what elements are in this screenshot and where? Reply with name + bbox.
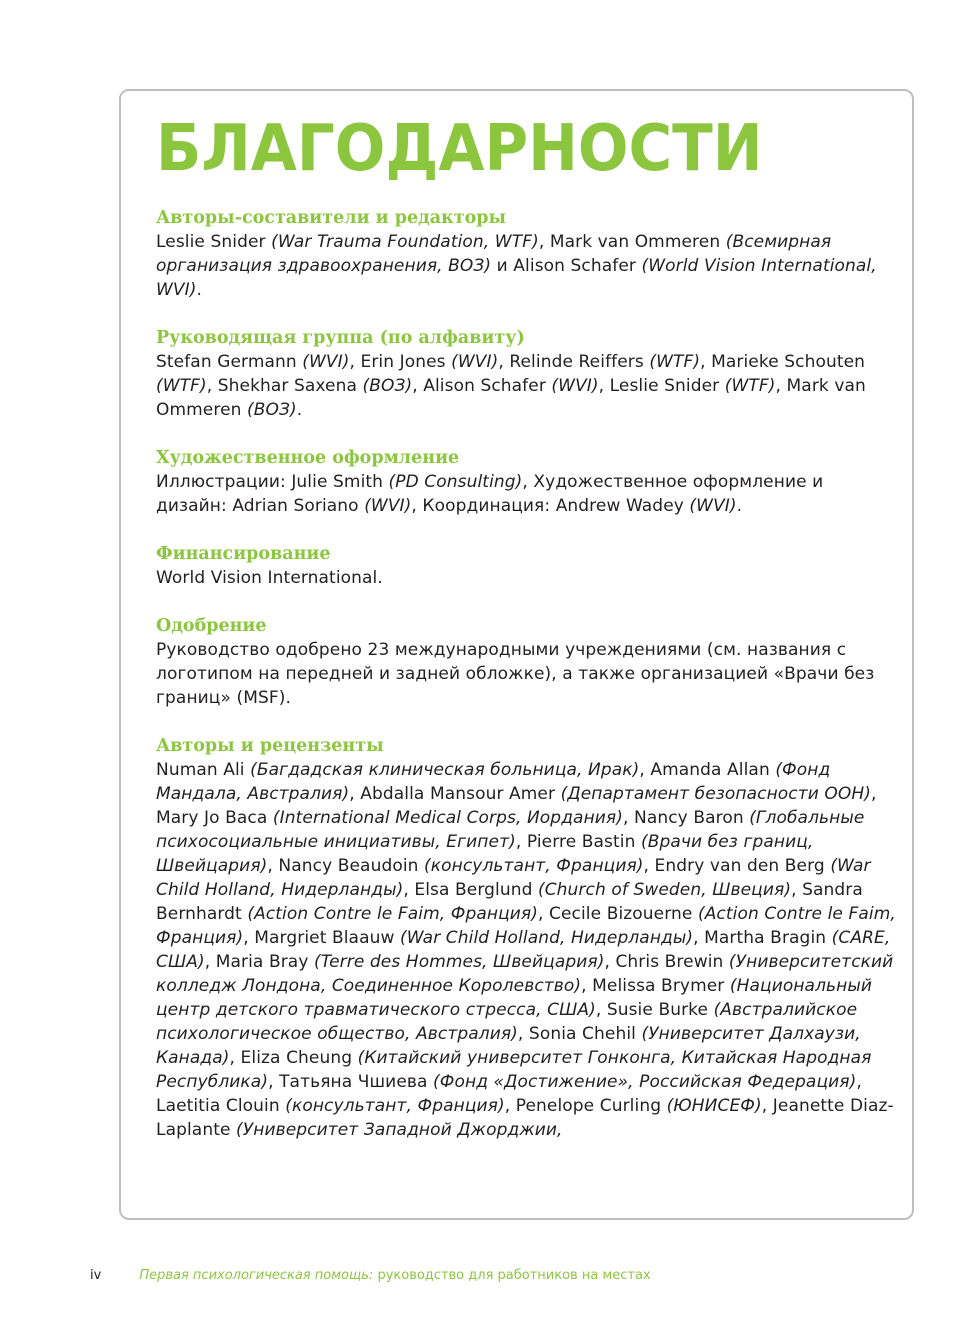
organization-text: (PD Consulting) bbox=[388, 472, 523, 492]
section-funding bbox=[156, 542, 896, 590]
organization-text: (WVI) bbox=[302, 352, 350, 372]
organization-text: (консультант, Франция) bbox=[424, 856, 644, 876]
organization-text: (WTF) bbox=[156, 376, 207, 396]
body-text: , Cecile Bizouerne bbox=[538, 904, 698, 924]
organization-text: (WTF) bbox=[649, 352, 701, 372]
body-text: , Sandra Bernhardt bbox=[156, 880, 863, 924]
organization-text: (Фонд «Достижение», Российская Федерация) bbox=[433, 1072, 857, 1092]
organization-text: (Университет Западной Джорджии, bbox=[236, 1120, 563, 1140]
organization-text: (Китайский университет Гонконга, Китайская Народная Республика) bbox=[156, 1048, 872, 1092]
organization-text: (War Child Holland, Нидерланды) bbox=[156, 856, 871, 900]
footer-title-italic: Первая психологическая помощь: bbox=[139, 1268, 374, 1283]
body-text: , Координация: Andrew Wadey bbox=[411, 496, 690, 516]
body-text: , Marieke Schouten bbox=[700, 352, 866, 372]
body-text: . bbox=[736, 496, 743, 516]
body-text: , Relinde Reiffers bbox=[498, 352, 650, 372]
organization-text: (CARE, США) bbox=[156, 928, 891, 972]
section-authors-reviewers bbox=[156, 734, 896, 1142]
body-text: Leslie Snider bbox=[156, 232, 272, 252]
body-text: , Shekhar Saxena bbox=[206, 376, 363, 396]
section-heading: Художественное оформление bbox=[156, 448, 460, 468]
organization-text: (Австралийское психологическое общество, Австралия) bbox=[156, 1000, 858, 1044]
organization-text: (ВОЗ) bbox=[247, 400, 297, 420]
body-text: , Mark van Ommeren bbox=[156, 376, 866, 420]
section-heading: Руководящая группа (по алфавиту) bbox=[156, 328, 525, 348]
body-text: , Erin Jones bbox=[349, 352, 452, 372]
organization-text: (WTF) bbox=[724, 376, 776, 396]
body-text: . bbox=[196, 280, 203, 300]
body-text: , Mary Jo Baca bbox=[156, 784, 877, 828]
body-text: , Margriet Blaauw bbox=[243, 928, 400, 948]
organization-text: (WVI) bbox=[364, 496, 412, 516]
body-text: , Endry van den Berg bbox=[643, 856, 831, 876]
organization-text: (ЮНИСЕФ) bbox=[666, 1096, 762, 1116]
body-text: , Martha Bragin bbox=[693, 928, 832, 948]
section-endorsement bbox=[156, 614, 896, 710]
organization-text: (Врачи без границ, Швейцария) bbox=[156, 832, 814, 876]
acknowledgements-content bbox=[156, 206, 896, 1166]
body-text: , Jeanette Diaz-Laplante bbox=[156, 1096, 894, 1140]
body-text: . bbox=[296, 400, 303, 420]
section-steering-group bbox=[156, 326, 896, 422]
page-footer bbox=[90, 1268, 651, 1283]
body-text: , Nancy Baron bbox=[623, 808, 750, 828]
organization-text: (War Child Holland, Нидерланды) bbox=[399, 928, 694, 948]
body-text: , Eliza Cheung bbox=[229, 1048, 358, 1068]
section-design bbox=[156, 446, 896, 518]
body-text: , Maria Bray bbox=[204, 952, 314, 972]
section-text bbox=[156, 470, 896, 518]
organization-text: (War Trauma Foundation, WTF) bbox=[271, 232, 539, 252]
body-text: , Художественное оформление и дизайн: Adrian Soriano bbox=[156, 472, 824, 516]
organization-text: (ВОЗ) bbox=[362, 376, 413, 396]
body-text: , Mark van Ommeren bbox=[538, 232, 726, 252]
organization-text: (Национальный центр детского травматического стресса, США) bbox=[156, 976, 873, 1020]
organization-text: (Университет Далхаузи, Канада) bbox=[156, 1024, 861, 1068]
organization-text: (Багдадская клиническая больница, Ирак) bbox=[250, 760, 640, 780]
body-text: World Vision International. bbox=[156, 568, 383, 588]
body-text: , Nancy Beaudoin bbox=[267, 856, 425, 876]
organization-text: (Action Contre le Faim, Франция) bbox=[247, 904, 538, 924]
organization-text: (консультант, Франция) bbox=[285, 1096, 505, 1116]
section-heading: Одобрение bbox=[156, 616, 267, 636]
organization-text: (WVI) bbox=[551, 376, 599, 396]
body-text: , Elsa Berglund bbox=[403, 880, 538, 900]
organization-text: (Action Contre le Faim, Франция) bbox=[156, 904, 896, 948]
organization-text: (WVI) bbox=[451, 352, 499, 372]
organization-text: (Глобальные психосоциальные инициативы, Египет) bbox=[156, 808, 865, 852]
section-text bbox=[156, 230, 896, 302]
section-text bbox=[156, 566, 896, 590]
body-text: , Melissa Brymer bbox=[581, 976, 730, 996]
footer-title-rest: руководство для работников на местах bbox=[373, 1268, 651, 1283]
organization-text: (Департамент безопасности ООН) bbox=[560, 784, 871, 804]
body-text: , Susie Burke bbox=[595, 1000, 714, 1020]
body-text: , Abdalla Mansour Amer bbox=[349, 784, 561, 804]
body-text: , Leslie Snider bbox=[598, 376, 725, 396]
body-text: , Laetitia Clouin bbox=[156, 1072, 862, 1116]
section-text bbox=[156, 350, 896, 422]
body-text: Stefan Germann bbox=[156, 352, 303, 372]
body-text: , Penelope Curling bbox=[504, 1096, 667, 1116]
body-text: , Chris Brewin bbox=[604, 952, 729, 972]
organization-text: (World Vision International, WVI) bbox=[156, 256, 877, 300]
page-title: БЛАГОДАРНОСТИ bbox=[156, 112, 763, 186]
organization-text: (Terre des Hommes, Швейцария) bbox=[313, 952, 605, 972]
organization-text: (Фонд Мандала, Австралия) bbox=[156, 760, 831, 804]
body-text: Numan Ali bbox=[156, 760, 251, 780]
body-text: , Татьяна Чшиева bbox=[268, 1072, 434, 1092]
body-text: , Amanda Allan bbox=[639, 760, 776, 780]
section-heading: Авторы и рецензенты bbox=[156, 736, 384, 756]
body-text: , Alison Schafer bbox=[412, 376, 552, 396]
page-number: iv bbox=[90, 1268, 102, 1283]
organization-text: (WVI) bbox=[689, 496, 737, 516]
body-text: , Sonia Chehil bbox=[517, 1024, 642, 1044]
section-text bbox=[156, 758, 896, 1142]
organization-text: (Университетский колледж Лондона, Соединенное Королевство) bbox=[156, 952, 894, 996]
section-heading: Финансирование bbox=[156, 544, 331, 564]
body-text: Иллюстрации: Julie Smith bbox=[156, 472, 389, 492]
body-text: Руководство одобрено 23 международными учреждениями (см. названия с логотипом на передней и задней обложке), а также организацией «Врачи без границ» (MSF). bbox=[156, 640, 875, 708]
organization-text: (Всемирная организация здравоохранения, ВОЗ) bbox=[156, 232, 832, 276]
section-text bbox=[156, 638, 896, 710]
organization-text: (International Medical Corps, Иордания) bbox=[272, 808, 623, 828]
body-text: и Alison Schafer bbox=[491, 256, 642, 276]
section-heading: Авторы-составители и редакторы bbox=[156, 208, 507, 228]
body-text: , Pierre Bastin bbox=[515, 832, 641, 852]
section-compilers bbox=[156, 206, 896, 302]
organization-text: (Church of Sweden, Швеция) bbox=[537, 880, 792, 900]
